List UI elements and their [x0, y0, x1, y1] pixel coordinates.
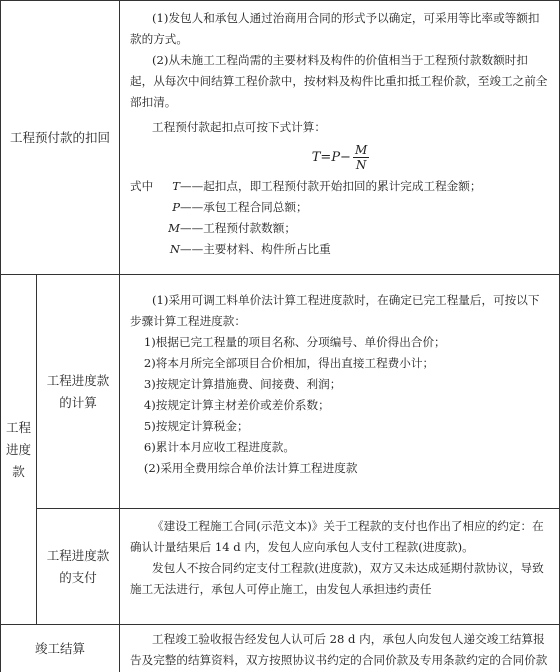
- prepay-para-3: 工程预付款起扣点可按下式计算：: [152, 120, 326, 134]
- row-label-progress: [1, 275, 36, 624]
- formula-fraction: [353, 143, 369, 172]
- legend-row: [130, 218, 551, 239]
- row-label-prepay-text: 工程预付款的扣回: [9, 129, 110, 145]
- legend-lead: 式中: [130, 179, 154, 193]
- calc-outro: (2)采用全费用综合单价法计算工程进度款: [143, 461, 358, 475]
- row-label-prepay: [1, 1, 119, 274]
- pay-para-2: 发包人不按合同约定支付工程款(进度款)，双方又未达成延期付款协议，导致施工无法进行，承包人可停止施工，由发包人承担违约责任: [130, 561, 544, 596]
- legend-text: ——承包工程合同总额；: [180, 200, 308, 214]
- final-content: [120, 629, 559, 672]
- row-label-final: [1, 625, 119, 672]
- prepay-content: [120, 8, 559, 272]
- legend-symbol: M: [168, 221, 180, 235]
- progress-label-line: 进度: [5, 441, 31, 457]
- calc-step: 4)按规定计算主材差价或差价系数；: [143, 398, 330, 412]
- calc-step: 2)将本月所完全部项目合价相加，得出直接工程费小计；: [143, 356, 435, 370]
- calc-label-line: 工程进度款: [46, 372, 110, 388]
- prepay-para-1: (1)发包人和承包人通过治商用合同的形式予以确定，可采用等比率或等额扣款的方式。: [130, 11, 540, 46]
- formula-numerator: M: [354, 142, 368, 157]
- legend-text: ——工程预付款数额；: [180, 221, 296, 235]
- row-label-progress-calc: [37, 275, 119, 508]
- legend-symbol: N: [169, 242, 180, 256]
- calc-step: 1)根据已完工程量的项目名称、分项编号、单价得出合价；: [143, 335, 446, 349]
- progress-pay-content: [120, 516, 559, 622]
- calc-step: 6)累计本月应收工程进度款。: [143, 440, 295, 454]
- legend-symbol: T: [172, 179, 180, 193]
- progress-calc-content: [120, 290, 559, 504]
- calc-label-line: 的计算: [59, 394, 97, 410]
- prepay-para-2: (2)从未施工工程尚需的主要材料及构件的价值相当于工程预付款数额时扣起，从每次中间结算工程价款中，按材料及构件比重扣抵工程价款，至竣工之前全部扣清。: [130, 53, 548, 109]
- row-label-final-text: 竣工结算: [34, 640, 85, 656]
- pay-para-1: 《建设工程施工合同(示范文本)》关于工程款的支付也作出了相应的约定：在确认计量结果后 14 d 内，发包人应向承包人支付工程款(进度款)。: [130, 519, 544, 554]
- legend-row: [130, 239, 551, 260]
- formula-denominator: N: [355, 157, 367, 172]
- row-label-progress-pay: [37, 509, 119, 624]
- prepay-formula: [130, 138, 551, 176]
- legend-text: ——起扣点，即工程预付款开始扣回的累计完成工程金额；: [180, 179, 482, 193]
- progress-label-line: 款: [12, 463, 25, 479]
- pay-label-line: 的支付: [59, 569, 97, 585]
- legend-symbol: P: [172, 200, 180, 214]
- calc-step: 5)按规定计算税金；: [143, 419, 249, 433]
- formula-lhs: T=P−: [311, 149, 351, 165]
- progress-label-line: 工程: [5, 419, 31, 435]
- legend-row: [130, 176, 551, 197]
- legend-row: [130, 197, 551, 218]
- calc-step: 3)按规定计算措施费、间接费、利润；: [143, 377, 342, 391]
- final-para-1: 工程竣工验收报告经发包人认可后 28 d 内，承包人向发包人递交竣工结算报告及完整的结算资料，双方按照协议书约定的合同价款及专用条款约定的合同价款: [130, 632, 548, 667]
- pay-label-line: 工程进度款: [46, 547, 110, 563]
- calc-intro: (1)采用可调工料单价法计算工程进度款时，在确定已完工程量后，可按以下步骤计算工程进度款：: [130, 293, 540, 328]
- legend-text: ——主要材料、构件所占比重: [180, 242, 331, 256]
